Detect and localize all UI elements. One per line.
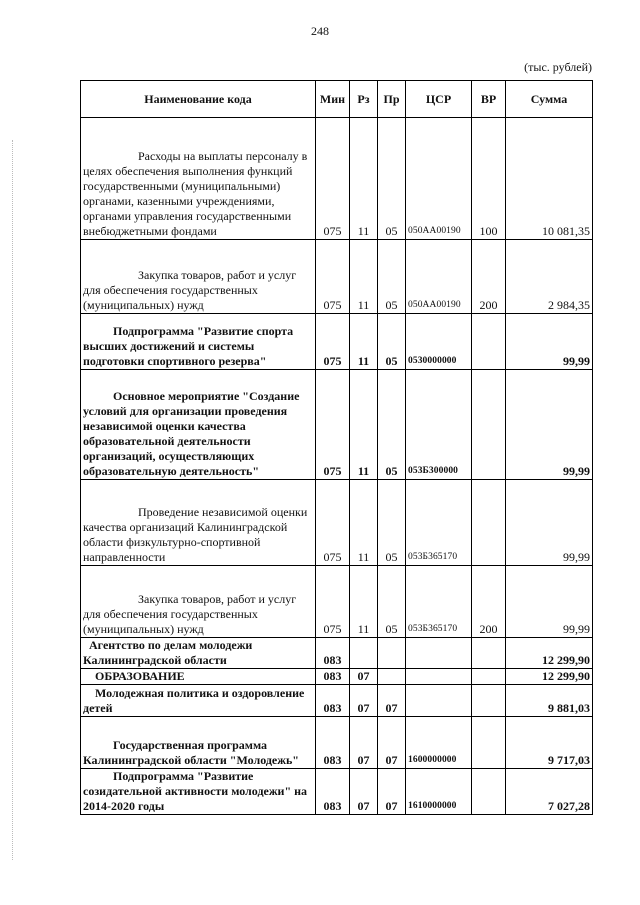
table-row — [81, 717, 593, 769]
row-vr — [472, 717, 506, 769]
row-rz: 11 — [350, 240, 378, 314]
row-sum: 9 717,03 — [506, 717, 593, 769]
row-vr: 200 — [472, 240, 506, 314]
row-rz: 11 — [350, 314, 378, 370]
row-name: Основное мероприятие "Создание условий для организации проведения независимой оценки качества образовательной деятельности организаций, осуществляющих образовательную деятельность" — [81, 370, 316, 480]
table-row — [81, 769, 593, 815]
row-min: 083 — [316, 685, 350, 717]
row-sum: 99,99 — [506, 314, 593, 370]
row-name: Подпрограмма "Развитие спорта высших достижений и системы подготовки спортивного резерва" — [81, 314, 316, 370]
row-name: Проведение независимой оценки качества организаций Калининградской области физкультурно-спортивной направленности — [81, 480, 316, 566]
row-name: Государственная программа Калининградской области "Молодежь" — [81, 717, 316, 769]
row-pr: 05 — [378, 480, 406, 566]
row-vr — [472, 685, 506, 717]
row-csr: 050АА00190 — [406, 240, 472, 314]
row-vr — [472, 638, 506, 669]
table-row — [81, 370, 593, 480]
row-min: 075 — [316, 480, 350, 566]
row-rz — [350, 638, 378, 669]
row-rz: 11 — [350, 480, 378, 566]
table-row — [81, 638, 593, 669]
header-rz: Рз — [350, 81, 378, 118]
row-min: 083 — [316, 669, 350, 685]
row-csr: 050АА00190 — [406, 118, 472, 240]
row-csr: 053Б365170 — [406, 566, 472, 638]
header-pr: Пр — [378, 81, 406, 118]
row-csr: 1610000000 — [406, 769, 472, 815]
row-csr — [406, 669, 472, 685]
header-vr: ВР — [472, 81, 506, 118]
row-min: 075 — [316, 118, 350, 240]
row-min: 075 — [316, 240, 350, 314]
row-rz: 07 — [350, 717, 378, 769]
row-rz: 11 — [350, 118, 378, 240]
row-sum: 12 299,90 — [506, 638, 593, 669]
row-pr: 07 — [378, 685, 406, 717]
row-pr — [378, 669, 406, 685]
header-name: Наименование кода — [81, 81, 316, 118]
table-row — [81, 240, 593, 314]
row-csr: 053Б365170 — [406, 480, 472, 566]
margin-scan-artifact — [12, 140, 15, 860]
row-min: 075 — [316, 314, 350, 370]
row-rz: 11 — [350, 566, 378, 638]
row-rz: 07 — [350, 685, 378, 717]
row-name: Расходы на выплаты персоналу в целях обеспечения выполнения функций государственными (муниципальными) органами, казенными учреждениями, органами управления государственными внебюджетными фондами — [81, 118, 316, 240]
row-sum: 2 984,35 — [506, 240, 593, 314]
row-pr: 05 — [378, 314, 406, 370]
table-header-row — [81, 81, 593, 118]
row-pr: 05 — [378, 240, 406, 314]
row-pr: 07 — [378, 717, 406, 769]
row-csr: 1600000000 — [406, 717, 472, 769]
row-vr — [472, 669, 506, 685]
row-vr — [472, 769, 506, 815]
row-sum: 99,99 — [506, 480, 593, 566]
row-csr: 0530000000 — [406, 314, 472, 370]
row-vr: 200 — [472, 566, 506, 638]
row-name: Подпрограмма "Развитие созидательной активности молодежи" на 2014-2020 годы — [81, 769, 316, 815]
row-vr — [472, 370, 506, 480]
row-pr: 07 — [378, 769, 406, 815]
row-sum: 10 081,35 — [506, 118, 593, 240]
row-vr — [472, 480, 506, 566]
row-pr: 05 — [378, 370, 406, 480]
units-label: (тыс. рублей) — [524, 60, 592, 74]
budget-table — [80, 80, 593, 815]
row-min: 083 — [316, 717, 350, 769]
row-rz: 07 — [350, 769, 378, 815]
row-name: ОБРАЗОВАНИЕ — [81, 669, 316, 685]
row-sum: 99,99 — [506, 370, 593, 480]
header-csr: ЦСР — [406, 81, 472, 118]
table-row — [81, 118, 593, 240]
row-min: 075 — [316, 370, 350, 480]
row-name: Агентство по делам молодежи Калининградской области — [81, 638, 316, 669]
row-pr: 05 — [378, 118, 406, 240]
row-sum: 7 027,28 — [506, 769, 593, 815]
table-row — [81, 480, 593, 566]
header-sum: Сумма — [506, 81, 593, 118]
row-sum: 99,99 — [506, 566, 593, 638]
row-sum: 9 881,03 — [506, 685, 593, 717]
table-row — [81, 566, 593, 638]
row-vr: 100 — [472, 118, 506, 240]
row-rz: 11 — [350, 370, 378, 480]
row-pr: 05 — [378, 566, 406, 638]
row-pr — [378, 638, 406, 669]
header-min: Мин — [316, 81, 350, 118]
row-sum: 12 299,90 — [506, 669, 593, 685]
row-csr — [406, 685, 472, 717]
table-row — [81, 685, 593, 717]
row-name: Молодежная политика и оздоровление детей — [81, 685, 316, 717]
row-min: 083 — [316, 638, 350, 669]
page-number: 248 — [311, 24, 329, 38]
row-name: Закупка товаров, работ и услуг для обеспечения государственных (муниципальных) нужд — [81, 240, 316, 314]
row-min: 083 — [316, 769, 350, 815]
row-csr — [406, 638, 472, 669]
table-row — [81, 314, 593, 370]
row-name: Закупка товаров, работ и услуг для обеспечения государственных (муниципальных) нужд — [81, 566, 316, 638]
row-csr: 053Б300000 — [406, 370, 472, 480]
row-rz: 07 — [350, 669, 378, 685]
row-vr — [472, 314, 506, 370]
row-min: 075 — [316, 566, 350, 638]
table-row — [81, 669, 593, 685]
